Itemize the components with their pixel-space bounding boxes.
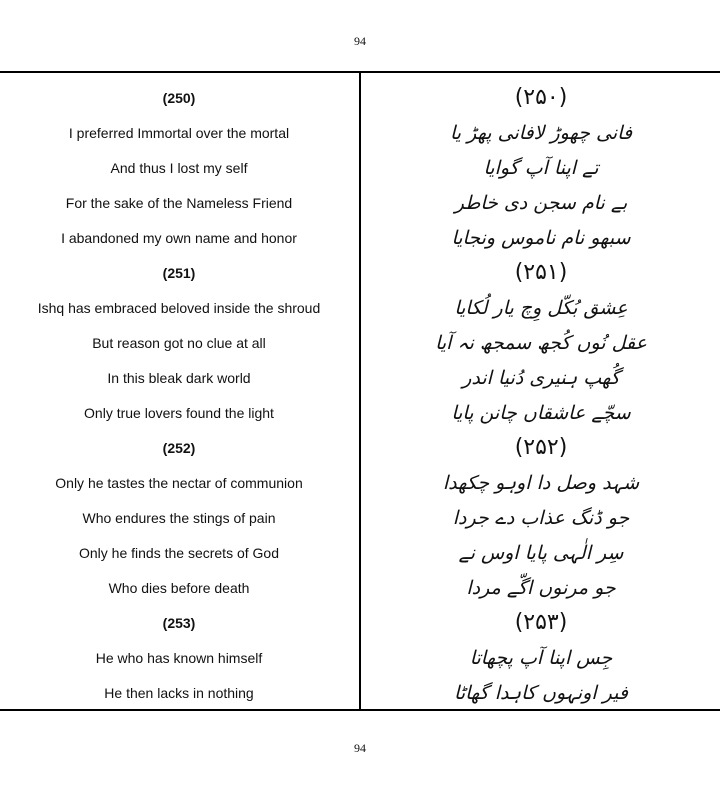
english-verse-line: But reason got no clue at all [92, 334, 266, 351]
urdu-verse-line: جِس اپنا آپ پچھاتا [469, 646, 613, 669]
english-verse-line: Only true lovers found the light [84, 404, 274, 421]
urdu-verse-line: فانی چھوڑ لافانی پھڑ یا [449, 121, 633, 144]
english-verse-number: (251) [162, 264, 196, 281]
english-verse-line: He then lacks in nothing [104, 684, 254, 701]
urdu-verse-line: گُھپ ہنیری دُنیا اندر [462, 366, 620, 389]
page-number-bottom: 94 [354, 741, 366, 755]
urdu-verse-line: جو مرنوں اگّے مردا [466, 576, 616, 599]
english-verse-line: Who endures the stings of pain [82, 509, 276, 526]
english-verse-line: Only he finds the secrets of God [79, 544, 279, 561]
english-verse-line: For the sake of the Nameless Friend [65, 194, 293, 211]
urdu-verse-line: سچّے عاشقاں چانن پایا [451, 401, 631, 424]
urdu-verse-line: سبھو نام ناموس ونجایا [451, 226, 631, 249]
urdu-verse-line: عقل نُوں کُجھ سمجھ نہ آیا [435, 331, 647, 354]
urdu-verse-line: بے نام سجن دی خاطر [454, 191, 628, 214]
urdu-verse-line: عِشق بُکّل وِچ یار لُکایا [454, 296, 628, 319]
urdu-verse-line: جو ڈنگ عذاب دے جردا [452, 506, 630, 529]
bottom-rule [0, 709, 720, 711]
urdu-verse-line: فیر اونہوں کاہدا گھاٹا [454, 681, 628, 704]
urdu-verse-line: شہد وصل دا اوہو چکھدا [442, 471, 640, 494]
english-verse-number: (250) [162, 89, 196, 106]
urdu-verse-line: تے اپنا آپ گوایا [483, 156, 599, 179]
page-number-top: 94 [354, 34, 366, 48]
english-verse-line: I abandoned my own name and honor [61, 229, 297, 246]
english-verse-line: Who dies before death [108, 579, 250, 596]
urdu-verse-number: (۲۵۰) [514, 85, 568, 110]
column-divider [359, 72, 361, 710]
english-verse-line: I preferred Immortal over the mortal [68, 124, 290, 141]
english-verse-number: (253) [162, 614, 196, 631]
urdu-verse-number: (۲۵۲) [514, 435, 568, 460]
english-verse-line: And thus I lost my self [110, 159, 248, 176]
english-verse-line: Only he tastes the nectar of communion [55, 474, 303, 491]
urdu-verse-number: (۲۵۳) [514, 610, 568, 635]
urdu-verse-line: سِر الٰہی پایا اوس نے [458, 541, 624, 564]
urdu-verse-number: (۲۵۱) [514, 260, 568, 285]
english-verse-number: (252) [162, 439, 196, 456]
english-verse-line: Ishq has embraced beloved inside the shroud [37, 299, 321, 316]
english-verse-line: He who has known himself [95, 649, 263, 666]
english-verse-line: In this bleak dark world [107, 369, 251, 386]
